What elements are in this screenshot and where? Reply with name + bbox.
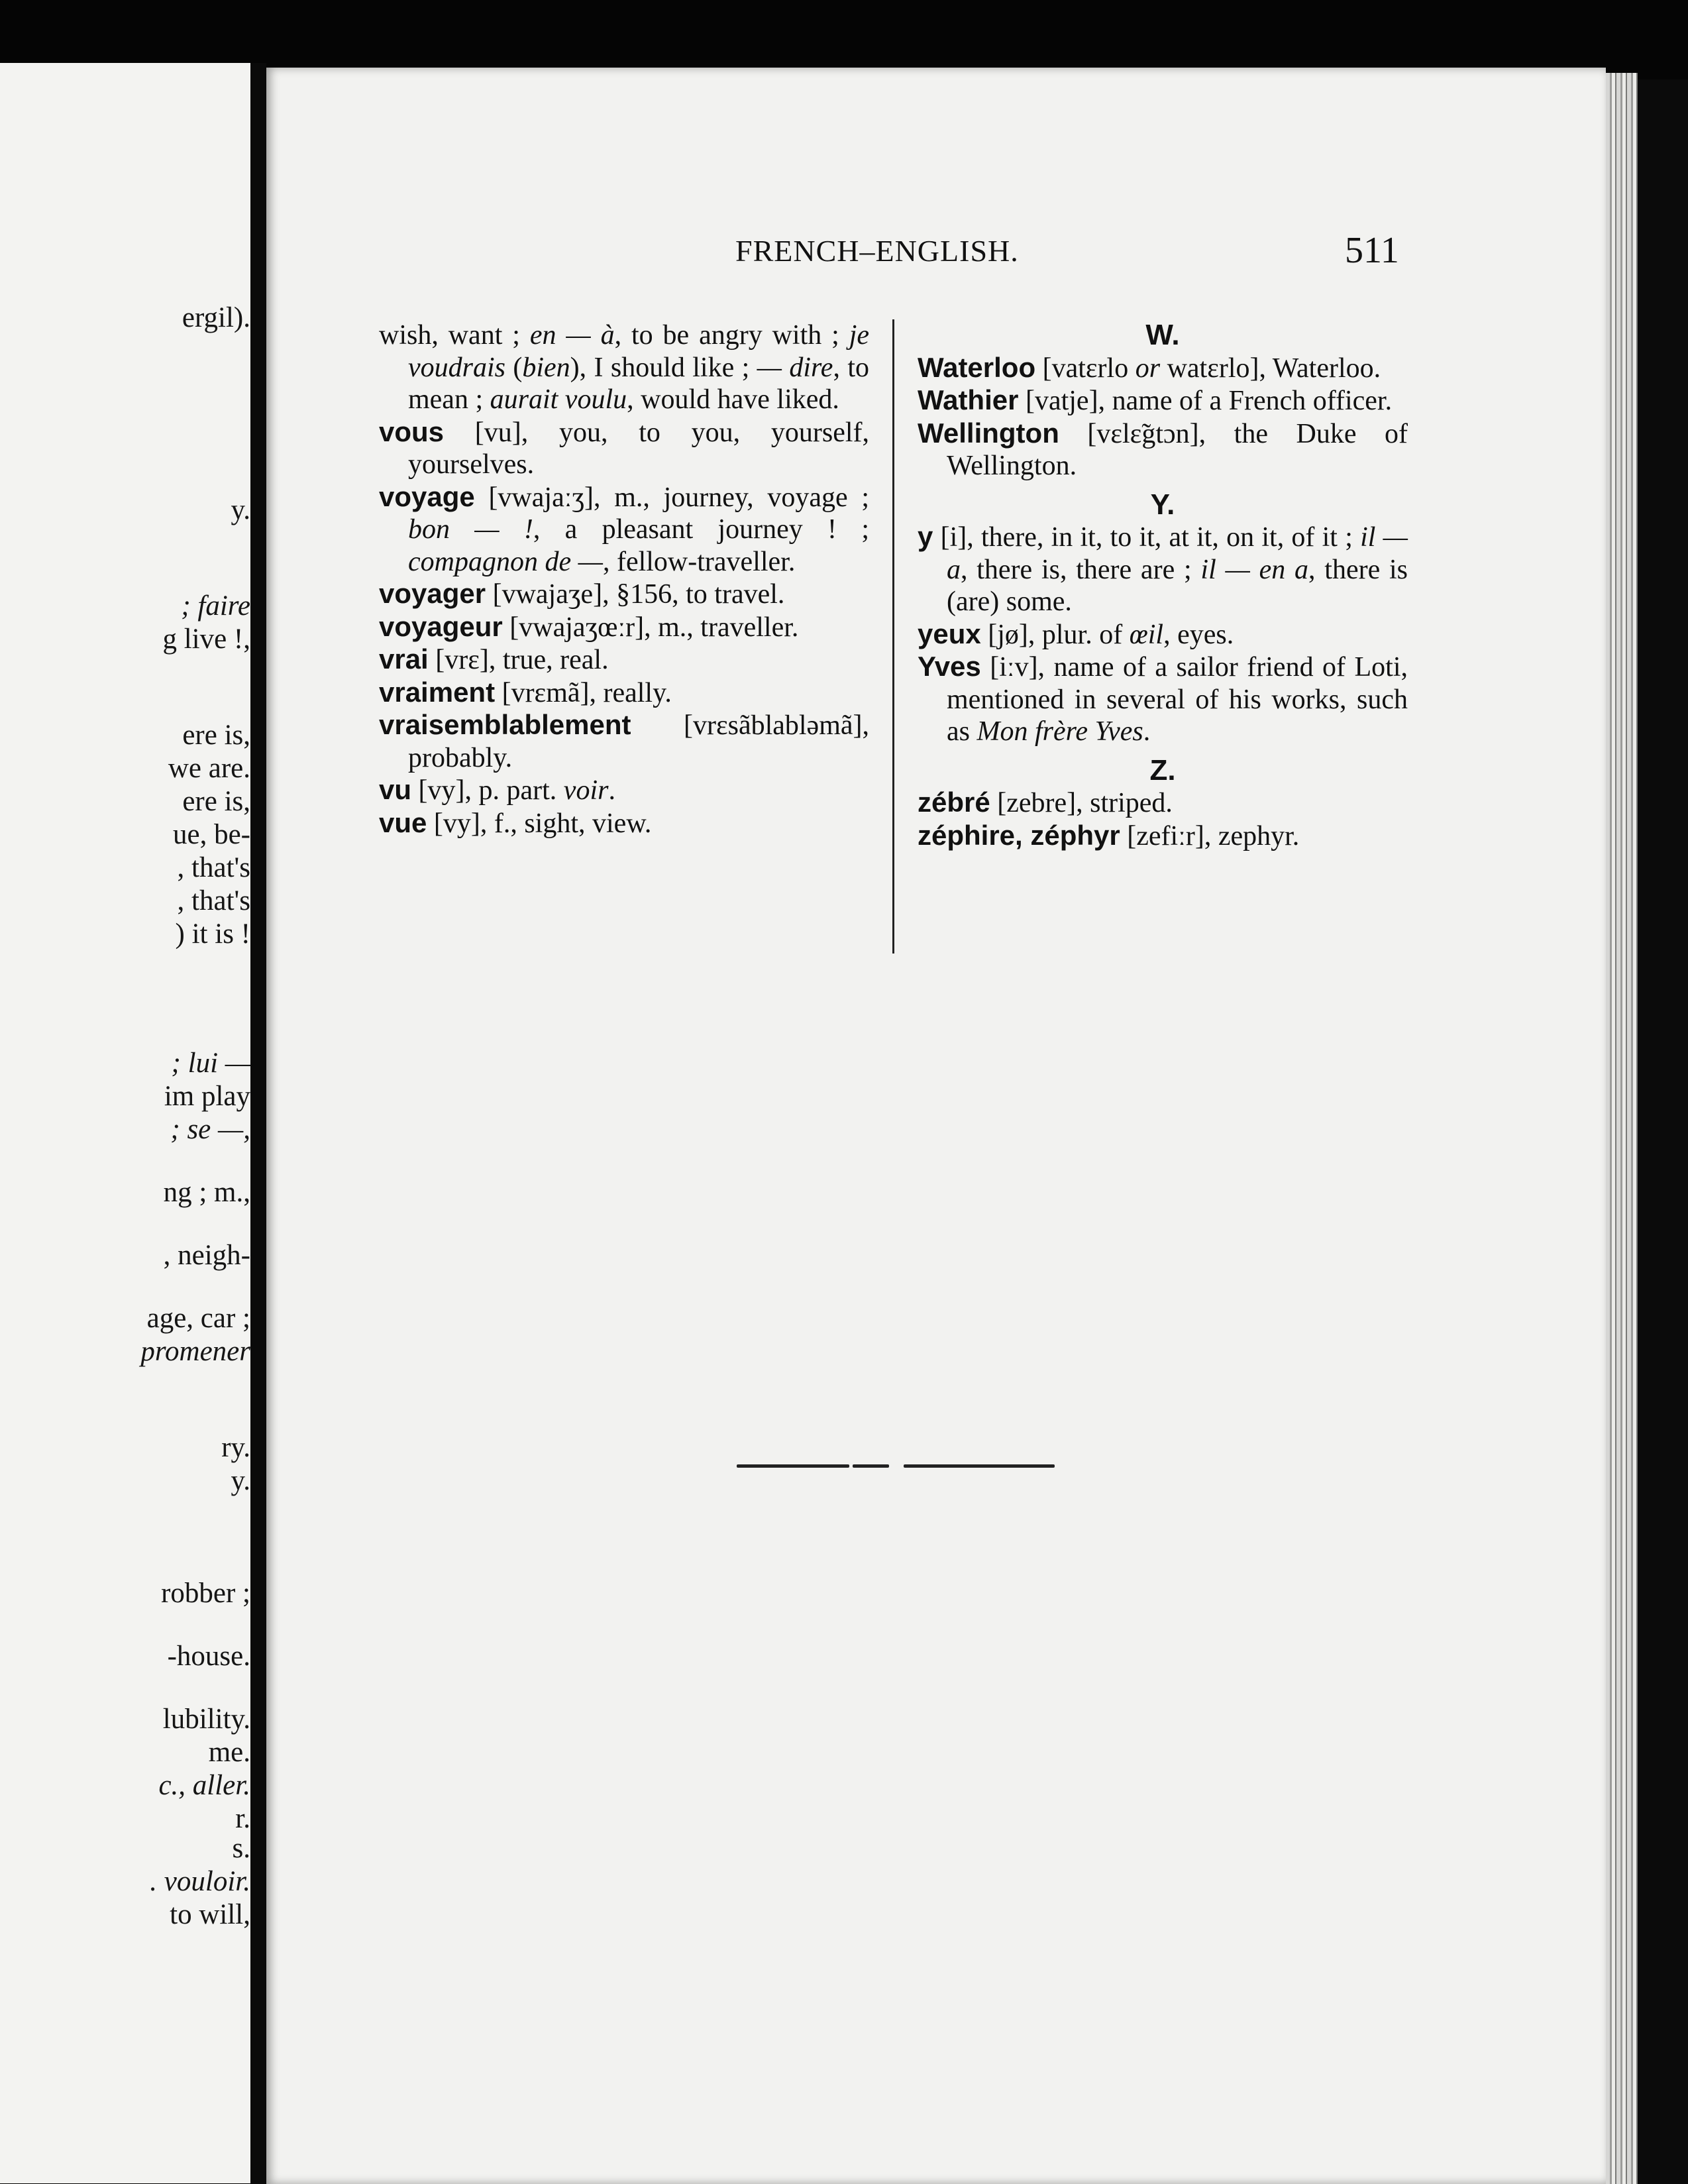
dictionary-entry [918, 384, 1408, 417]
dictionary-column-right [918, 319, 1408, 852]
dictionary-entry [918, 618, 1408, 651]
left-line: ere is, [182, 786, 250, 817]
left-line: , that's [177, 885, 250, 916]
definition: [vrɛsãblabləmã], probably. [408, 710, 869, 773]
dictionary-entry [379, 807, 869, 840]
example: bon — ! [408, 514, 533, 545]
end-of-section-rule [737, 1464, 1055, 1470]
example: bien [522, 352, 570, 383]
definition: [vwajaːʒ], m., journey, voyage ; [474, 482, 869, 513]
dictionary-entry [379, 481, 869, 578]
headword: yeux [918, 618, 981, 649]
headword: vrai [379, 643, 429, 675]
section-letter-z: Z. [1149, 753, 1176, 787]
section-letter-w: W. [1145, 319, 1180, 351]
left-line: -house. [167, 1641, 250, 1672]
left-line: . vouloir. [150, 1866, 250, 1897]
headword: voyage [379, 480, 475, 512]
definition: . [608, 775, 615, 806]
example: œil [1129, 619, 1164, 650]
dictionary-entry [379, 611, 869, 644]
headword: voyageur [379, 610, 503, 642]
definition: [vu], you, to you, yourself, yourselves. [408, 417, 869, 480]
definition: [zebre], striped. [990, 788, 1173, 818]
left-line: we are. [168, 753, 250, 784]
dictionary-entry [918, 787, 1408, 820]
headword: zébré [918, 787, 990, 818]
left-line: im play [164, 1081, 250, 1112]
definition: [zefiːr], zephyr. [1120, 820, 1300, 851]
example: il — en a [1200, 554, 1309, 585]
headword: Waterloo [918, 351, 1036, 383]
definition: [vrɛmã], really. [495, 677, 672, 708]
example: compagnon de — [408, 546, 603, 577]
left-line: robber ; [161, 1578, 250, 1609]
dictionary-entry [379, 709, 869, 774]
dictionary-entry [379, 643, 869, 677]
definition: [vy], p. part. [411, 775, 564, 806]
example: or [1135, 353, 1161, 384]
example: en — à [529, 320, 615, 351]
left-line: ng ; m., [163, 1177, 250, 1208]
left-line: ; se —, [170, 1114, 250, 1145]
example: Mon frère Yves [976, 716, 1143, 747]
headword: vu [379, 774, 412, 805]
left-line: , neigh- [163, 1240, 250, 1271]
left-line: ergil). [182, 302, 250, 333]
definition: [vatje], name of a French officer. [1018, 386, 1393, 416]
headword: Wellington [918, 417, 1059, 449]
left-line: , that's [177, 852, 250, 883]
definition: [vatɛrlo [1035, 353, 1135, 384]
definition: wish, want ; [379, 320, 530, 351]
dictionary-entry [918, 651, 1408, 748]
left-line: promener [140, 1336, 250, 1367]
page-stack-edge [1606, 73, 1638, 2184]
left-line: c., aller. [158, 1770, 250, 1801]
page-number: 511 [1345, 230, 1399, 271]
definition: , would have liked. [627, 384, 839, 415]
left-line: y. [231, 494, 250, 525]
left-line: g live !, [162, 624, 250, 655]
definition: [jø], plur. of [980, 619, 1130, 650]
dictionary-entry [379, 319, 869, 416]
headword: y [918, 521, 933, 552]
headword: vraisemblablement [379, 709, 631, 740]
book-binding-gutter [250, 63, 266, 2184]
left-line: y. [231, 1465, 250, 1496]
definition: [iːv], name of a sailor friend of Loti, mentioned in several of his works, such as [947, 652, 1408, 747]
headword: Wathier [918, 384, 1019, 415]
headword: vue [379, 806, 427, 838]
definition: [i], there, in it, to it, at it, on it, of it ; [933, 522, 1361, 553]
headword: vraiment [379, 676, 496, 708]
left-line: ue, be- [173, 819, 250, 850]
definition: ( [505, 352, 523, 383]
dictionary-entry [918, 417, 1408, 482]
definition: , there is (are) some. [947, 554, 1408, 617]
dictionary-entry [379, 578, 869, 611]
left-line: ; lui — [171, 1048, 250, 1079]
left-line: age, car ; [146, 1303, 250, 1334]
definition: [vwajaʒœːr], m., traveller. [502, 612, 799, 643]
left-line: s. [232, 1833, 250, 1864]
example: — dire [757, 352, 833, 383]
left-line: me. [208, 1737, 250, 1768]
dictionary-entry [379, 774, 869, 807]
left-line: ere is, [182, 720, 250, 751]
definition: , fellow-traveller. [602, 546, 796, 577]
dictionary-entry [918, 521, 1408, 618]
definition: , there is, there are ; [961, 554, 1201, 585]
left-page-fragment [0, 63, 250, 2183]
definition: [vɛlɛ̃gtɔn], the Duke of Wellington. [947, 418, 1408, 481]
definition: ), I should like ; [570, 352, 757, 383]
headword: Yves [918, 651, 981, 682]
headword: voyager [379, 578, 486, 609]
left-line: ry. [221, 1432, 250, 1463]
column-divider [892, 319, 894, 954]
example: aurait voulu [490, 384, 627, 415]
dictionary-entry [379, 416, 869, 481]
book-cover-edge [1638, 80, 1688, 2184]
dictionary-entry [379, 677, 869, 710]
example: voir [563, 775, 609, 806]
definition: [vy], f., sight, view. [427, 808, 652, 839]
dictionary-entry [918, 352, 1408, 385]
left-line: r. [235, 1803, 250, 1834]
left-line: lubility. [162, 1704, 250, 1735]
running-header: FRENCH–ENGLISH. [735, 234, 1019, 268]
headword: vous [379, 415, 445, 447]
dictionary-column-left [379, 319, 869, 840]
left-line: ; faire [181, 590, 250, 622]
headword: zéphire, zéphyr [918, 819, 1120, 851]
definition: , eyes. [1163, 619, 1234, 650]
left-line: ) it is ! [175, 918, 250, 950]
definition: [vwajaʒe], §156, to travel. [486, 579, 785, 610]
definition: , a pleasant journey ! ; [533, 514, 869, 545]
definition: , to mean ; [408, 352, 869, 415]
definition: watɛrlo], Waterloo. [1160, 353, 1381, 384]
definition: . [1143, 716, 1151, 747]
example: il — a [947, 522, 1408, 585]
dictionary-entry [918, 820, 1408, 853]
definition: , to be angry with ; [614, 320, 849, 351]
definition: [vrɛ], true, real. [428, 645, 609, 675]
left-line: to will, [170, 1899, 250, 1930]
example: je voudrais [408, 320, 870, 383]
section-letter-y: Y. [1150, 488, 1175, 521]
